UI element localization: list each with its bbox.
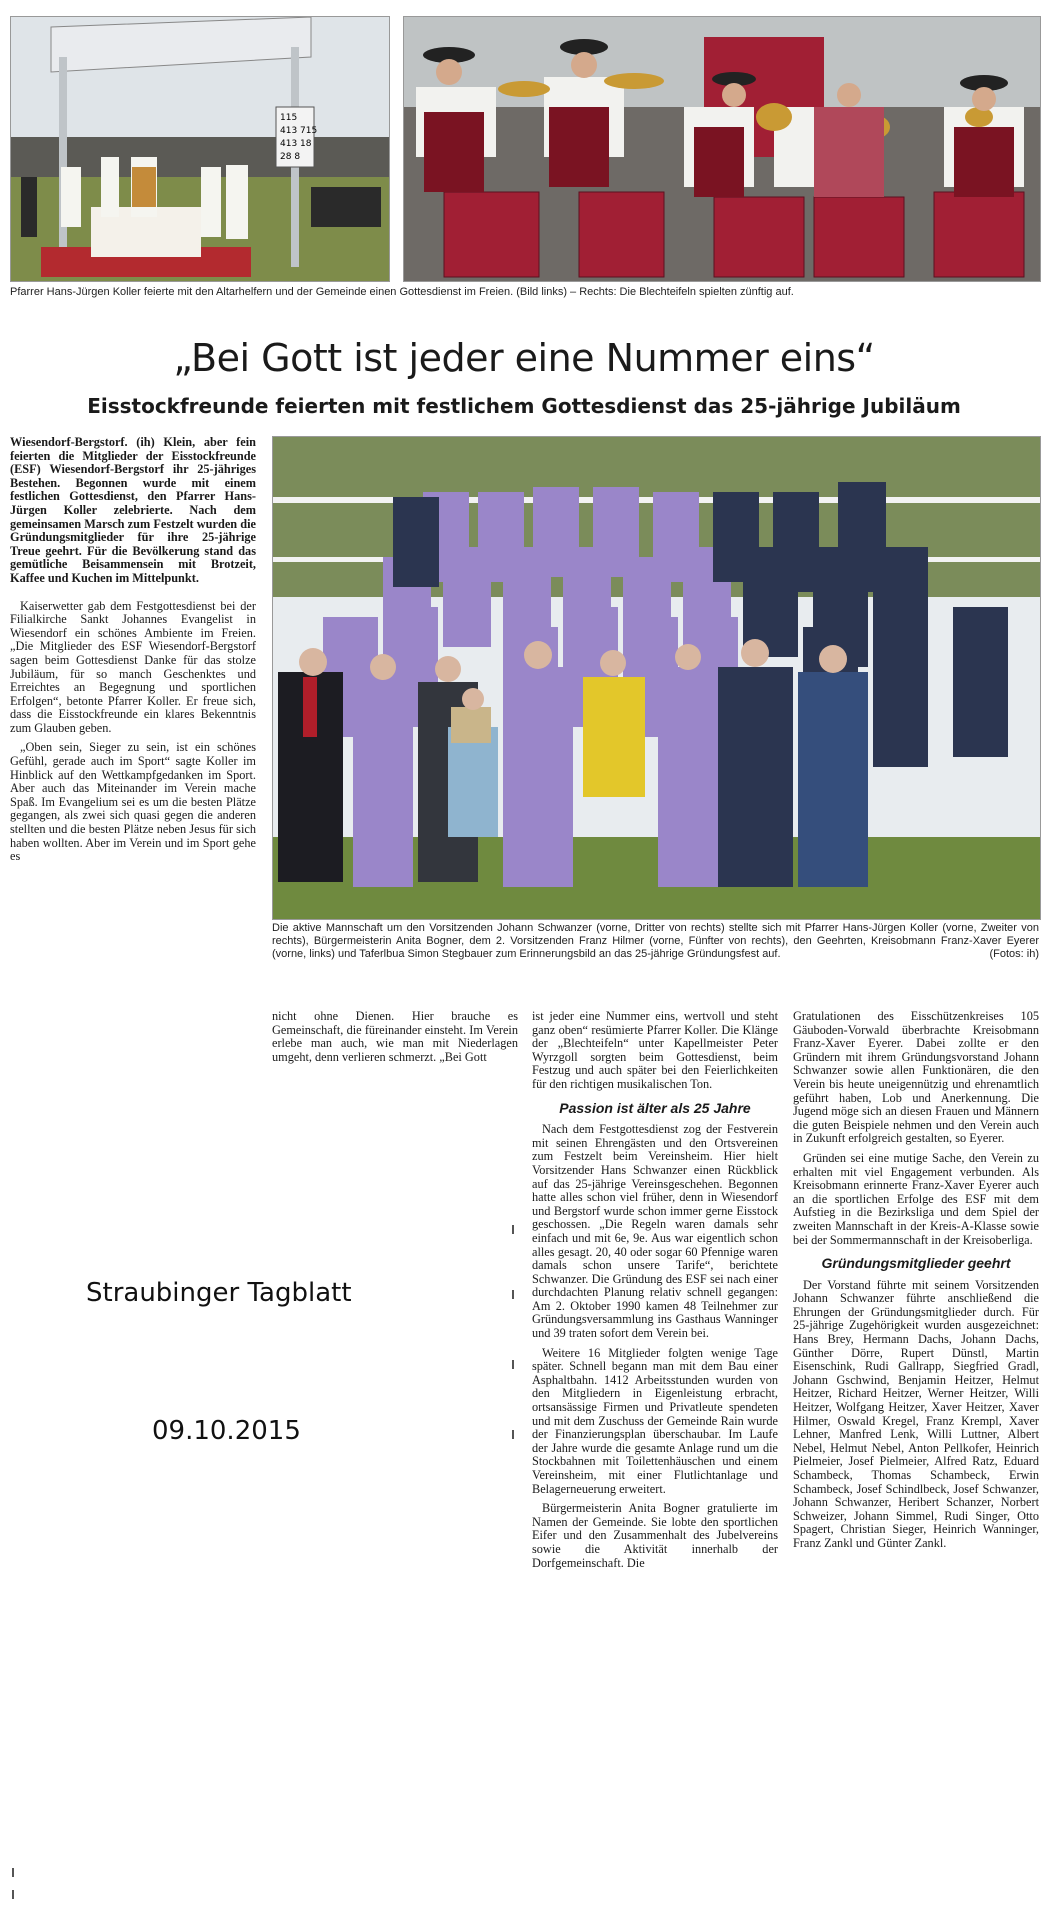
rule-mark bbox=[12, 1890, 14, 1899]
sign-number: 413 18 bbox=[280, 139, 312, 149]
body-paragraph: Bürgermeisterin Anita Bogner gratulierte im Namen der Gemeinde. Sie lobte den sportlichen Eifer und den Zusammenhalt des Jubelvereins sowie die Aktivität innerhalb der Dorfgemeinschaft. Die bbox=[532, 1501, 778, 1570]
rule-mark bbox=[512, 1290, 514, 1299]
sign-number: 28 8 bbox=[280, 152, 301, 162]
rule-mark bbox=[512, 1430, 514, 1439]
lead-column bbox=[10, 436, 256, 864]
body-paragraph: Kaiserwetter gab dem Festgottesdienst bei der Filialkirche Sankt Johannes Evangelist in Wiesendorf ein schönes Ambiente im Freien. „Die Mitglieder des ESF Wiesendorf-Bergstorf sagen beim Gottesdienst Danke für das stolze Jubiläum, für so manch Geschenktes und Erreichtes an Begegnung und sportlichen Erfolgen“, betonte Pfarrer Koller. Er freue sich, dass die Eisstockfreunde ein klares Bekenntnis zum Glauben geben. bbox=[10, 598, 256, 735]
sign-number: 115 bbox=[280, 113, 298, 123]
body-column-3 bbox=[532, 1010, 778, 1570]
section-heading-passion: Passion ist älter als 25 Jahre bbox=[559, 1099, 751, 1116]
rule-mark bbox=[12, 1868, 14, 1877]
body-column-4 bbox=[793, 1010, 1039, 1551]
lead-text: Klein, aber fein feierten die Mitglieder der Eisstockfreunde (ESF) Wiesendorf-Bergstorf ihr 25-jähriges Bestehen. Begonnen wurde mit einem festlichen Gottesdienst, den Pfarrer Hans-Jürgen Koller zelebrierte. Nach dem gemeinsamen Marsch zum Festzelt wurden die Gründungsmitglieder für ihre 25-jährige Treue geehrt. Für die Bevölkerung stand das gemütliche Beisammensein mit Brotzeit, Kaffee und Kuchen im Mittelpunkt. bbox=[10, 435, 256, 585]
body-paragraph: ist jeder eine Nummer eins, wertvoll und steht ganz oben“ resümierte Pfarrer Koller. Die Klänge der „Blechteifeln“ unter Kapellmeister Peter Wyrzgoll sorgten beim Gottesdienst, beim Festzug und auch später bei den Feierlichkeiten für den richtigen musikalischen Ton. bbox=[532, 1009, 778, 1091]
sign-number: 413 715 bbox=[280, 126, 318, 136]
body-paragraph: Nach dem Festgottesdienst zog der Festverein mit seinen Ehrengästen und den Ortsvereinen zum Festzelt beim Vereinsheim. Hier hielt Vorsitzender Hans Schwanzer einen Rückblick auf das 25-jährige Vereinsgeschehen. Begonnen hatte alles schon viel früher, denn in Wiesendorf und Bergstorf wurde schon immer gerne Eisstock geschossen. „Die Regeln waren damals sehr einfach und mit 6e, 9e. Aus war eigentlich schon alles gesagt. 20, 40 oder sogar 60 Pfennige waren damals schon unsere Tarife“, berichtete Schwanzer. Die Gründung des ESF sei nach einer durchdachten Planung relativ schnell gegangen: Am 2. Oktober 1990 kamen 48 Teilnehmer zur Gründungsversammlung ins Gasthaus Wanninger und 39 traten sofort dem Verein bei. bbox=[532, 1122, 778, 1341]
photo-credit: (Fotos: ih) bbox=[989, 948, 1039, 960]
publication-date: 09.10.2015 bbox=[152, 1416, 301, 1446]
body-paragraph: Der Vorstand führte mit seinem Vorsitzenden Johann Schwanzer führte anschließend die Ehrungen der Gründungsmitglieder durch. Für 25-jährige Zugehörigkeit wurden ausgezeichnet: Hans Brey, Hermann Dachs, Johann Dachs, Günther Dörre, Rupert Dünstl, Martin Eisenschink, Rudi Gallrapp, Siegfried Gradl, Johann Gschwind, Benjamin Heitzer, Helmut Heitzer, Richard Heitzer, Werner Heitzer, Willi Heitzer, Wolfgang Heitzer, Xaver Heitzer, Xaver Hilmer, Oswald Kregel, Franz Krempl, Xaver Lehner, Manfred Lenk, Willi Luttner, Albert Nebel, Helmut Nebel, Anton Pellkofer, Heinrich Pielmeier, Josef Pielmeier, Alfred Ratz, Eduard Schambeck, Thomas Schambeck, Erwin Schambeck, Josef Schindlbeck, Josef Schwanzer, Johann Schwanzer, Heribert Schanzer, Norbert Schweizer, Johann Simmel, Rudi Singer, Otto Spagert, Christian Sieger, Heinrich Wanninger, Franz Zankl und Günter Zankl. bbox=[793, 1277, 1039, 1550]
body-paragraph: Weitere 16 Mitglieder folgten wenige Tage später. Schnell begann man mit dem Bau einer Asphaltbahn. 1412 Arbeitsstunden wurden von den Mitgliedern in Eigenleistung erbracht, ortsansässige Firmen und Privatleute spendeten und mit dem Zuschuss der Gemeinde Rain wurde der Finanzierungsplan überschaubar. Im Laufe der Jahre wurde die gesamte Anlage rund um die Stockbahnen mit Toilettenhäuschen und einem Vereinsheim, mit einer Flutlichtanlage und Belagerneuerung erweitert. bbox=[532, 1345, 778, 1496]
dateline: Wiesendorf-Bergstorf. (ih) bbox=[10, 435, 155, 449]
rule-mark bbox=[512, 1360, 514, 1369]
body-column-2 bbox=[272, 1010, 518, 1064]
photo-team-group bbox=[272, 436, 1041, 920]
newspaper-name: Straubinger Tagblatt bbox=[86, 1278, 352, 1308]
article-headline: „Bei Gott ist jeder eine Nummer eins“ bbox=[173, 336, 875, 380]
rule-mark bbox=[512, 1225, 514, 1234]
section-heading-founders: Gründungsmitglieder geehrt bbox=[821, 1255, 1011, 1272]
top-photos-caption: Pfarrer Hans-Jürgen Koller feierte mit den Altarhelfern und der Gemeinde einen Gottesdienst im Freien. (Bild links) – Rechts: Die Blechteifeln spielten zünftig auf. bbox=[10, 286, 794, 298]
body-paragraph: „Oben sein, Sieger zu sein, ist ein schönes Gefühl, gerade auch im Sport“ sagte Koller im Hinblick auf den Wettkampfgedanken im Sport. Aber auch das Miteinander im Verein mache Spaß. Im Evangelium sei es um die besten Plätze gegangen, als zwei sich quasi gegen die anderen stellten und die besten Plätze neben Jesus für sich haben wollten. Aber im Verein und im Sport gehe es bbox=[10, 740, 256, 864]
group-photo-caption bbox=[272, 922, 1039, 961]
body-paragraph: Gratulationen des Eisschützenkreises 105 Gäuboden-Vorwald überbrachte Kreisobmann Franz-Xaver Eyerer. Dabei zollte er den Gründern mit ihrem Gründungsvorstand Johann Schwanzer sowie allen Funktionären, die den Verein bis heute uneigennützig und ehrenamtlich geführt haben, Lob und Anerkennung. Die Jugend möge sich an diesen Frauen und Männern die guten Beispiele nehmen und den Verein auch in Zukunft erfolgreich gestalten, so Eyerer. bbox=[793, 1009, 1039, 1146]
article-subheadline: Eisstockfreunde feierten mit festlichem Gottesdienst das 25-jährige Jubiläum bbox=[87, 394, 961, 418]
body-paragraph: nicht ohne Dienen. Hier brauche es Gemeinschaft, die füreinander einsteht. Im Verein erlebe man auch, wie man mit Niederlagen umgeht, denn verlieren schmerzt. „Bei Gott bbox=[272, 1009, 518, 1064]
group-caption-text: Die aktive Mannschaft um den Vorsitzenden Johann Schwanzer (vorne, Dritter von rechts) stellte sich mit Pfarrer Hans-Jürgen Koller (vorne, Zweiter von rechts), Bürgermeisterin Anita Bogner, dem 2. Vorsitzenden Franz Hilmer (vorne, Fünfter von rechts), den Geehrten, Kreisobmann Franz-Xaver Eyerer (vorne, links) und Taferlbua Simon Stegbauer zum Erinnerungsbild an das 25-jährige Gründungsfest auf. bbox=[272, 922, 1039, 960]
photo-brass-band bbox=[403, 16, 1041, 282]
photo-outdoor-mass bbox=[10, 16, 390, 282]
body-paragraph: Gründen sei eine mutige Sache, den Verein zu erhalten mit viel Engagement verbunden. Als Kreisobmann erinnerte Franz-Xaver Eyerer auch an die sportlichen Erfolge des ESF mit dem Aufstieg in die Bezirksliga und dem Spiel der zweiten Mannschaft in der Kreis-A-Klasse sowie bei der Sommermannschaft in der Kreisoberliga. bbox=[793, 1150, 1039, 1247]
lead-paragraph bbox=[10, 436, 256, 586]
